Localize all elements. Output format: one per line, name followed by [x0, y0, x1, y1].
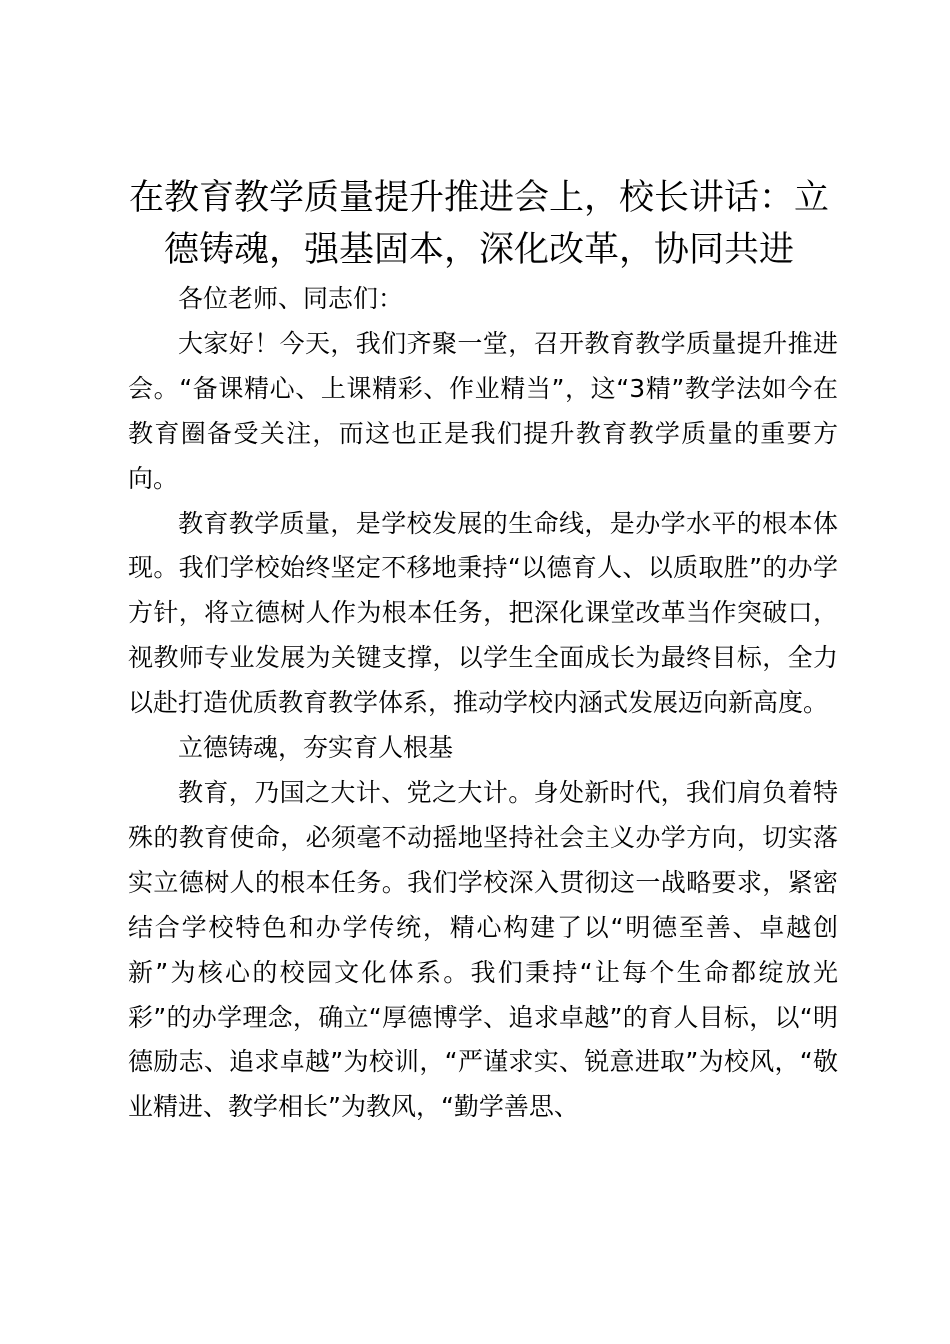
document-body — [128, 277, 838, 1130]
salutation: 各位老师、同志们： — [178, 284, 404, 313]
section-heading: 立德铸魂，夯实育人根基 — [178, 733, 454, 763]
paragraph-education: 教育，乃国之大计、党之大计。身处新时代，我们肩负着特殊的教育使命，必须毫不动摇地坚持社会主义办学方向，切实落实立德树人的根本任务。我们学校深入贯彻这一战略要求，紧密结合学校特色和办学传统，精心构建了以“明德至善、卓越创新”为核心的校园文化体系。我们秉持“让每个生命都绽放光彩”的办学理念，确立“厚德博学、追求卓越”的育人目标，以“明德励志、追求卓越”为校训，“严谨求实、锐意进取”为校风，“敬业精进、教学相长”为教风，“勤学善思、 — [128, 777, 838, 1122]
paragraph-quality: 教育教学质量，是学校发展的生命线，是办学水平的根本体现。我们学校始终坚定不移地秉持“以德育人、以质取胜”的办学方针，将立德树人作为根本任务，把深化课堂改革当作突破口，视教师专业发展为关键支撑，以学生全面成长为最终目标，全力以赴打造优质教育教学体系，推动学校内涵式发展迈向新高度。 — [128, 508, 838, 718]
paragraph-greeting: 大家好！今天，我们齐聚一堂，召开教育教学质量提升推进会。“备课精心、上课精彩、作业精当”，这“3精”教学法如今在教育圈备受关注，而这也正是我们提升教育教学质量的重要方向。 — [128, 328, 838, 493]
document-title: 在教育教学质量提升推进会上，校长讲话：立德铸魂，强基固本，深化改革，协同共进 — [128, 178, 829, 270]
